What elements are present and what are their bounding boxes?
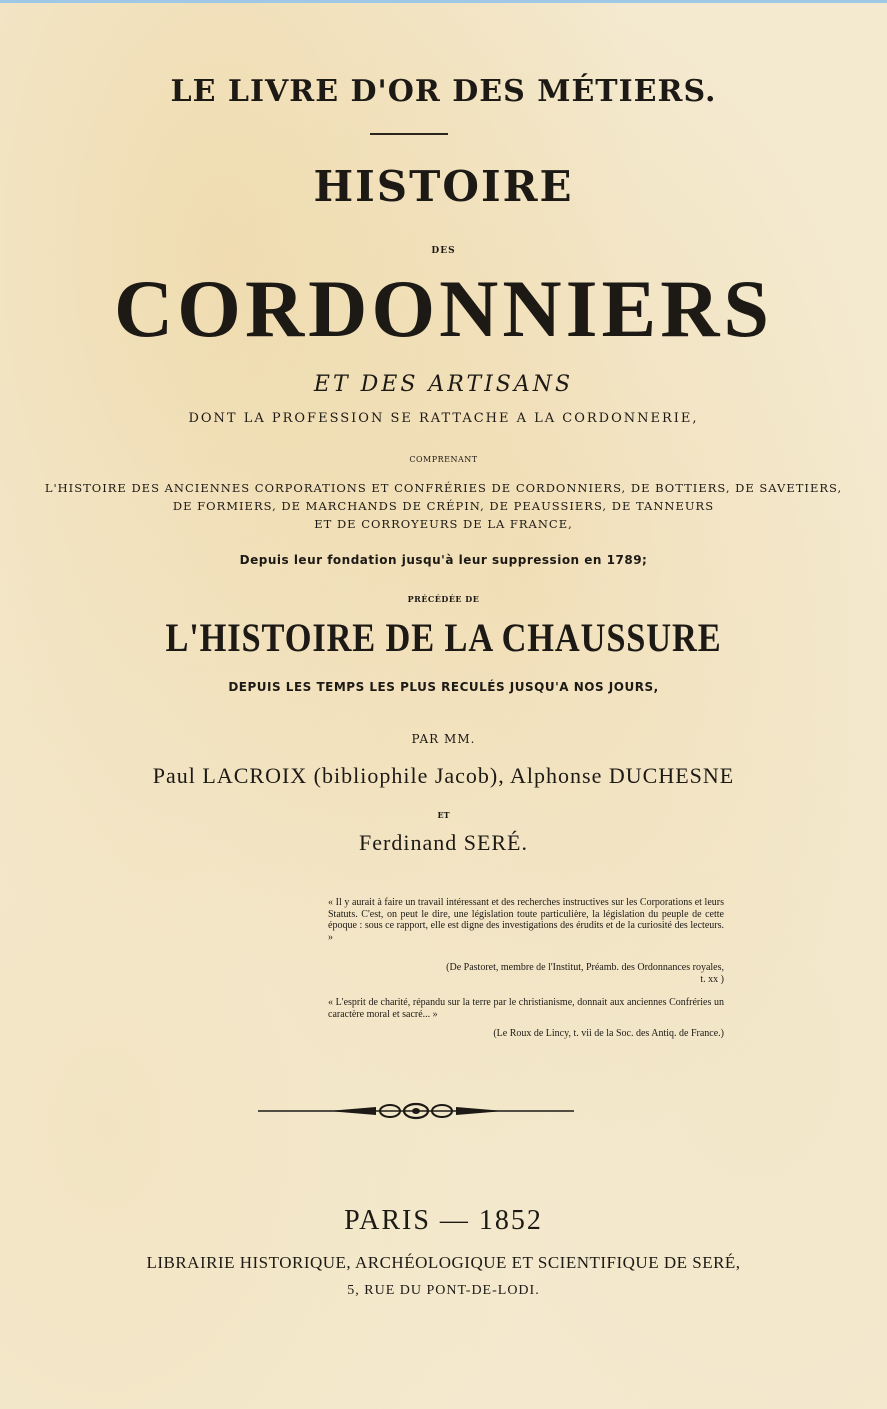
date-range-line: Depuis leur fondation jusqu'à leur suppression en 1789;	[239, 553, 648, 567]
epigraph-attribution: (De Pastoret, membre de l'Institut, Préamb. des Ordonnances royales, t. xx )	[446, 962, 724, 985]
main-title: CORDONNIERS	[113, 263, 774, 354]
et-connector: ET	[437, 810, 450, 820]
series-title: LE LIVRE D'OR DES MÉTIERS.	[170, 74, 717, 109]
epigraph-attribution: (Le Roux de Lincy, t. vii de la Soc. des Antiq. de France.)	[493, 1028, 724, 1039]
chaussure-subtitle: DEPUIS LES TEMPS LES PLUS RECULÉS JUSQU'A NOS JOURS,	[228, 680, 659, 694]
subtitle-artisans: ET DES ARTISANS	[313, 372, 574, 397]
subtitle-profession: DONT LA PROFESSION SE RATTACHE A LA CORDONNERIE,	[188, 411, 699, 426]
epigraph-quote: « L'esprit de charité, répandu sur la terre par le christianisme, donnait aux anciennes Confréries un caractère moral et sacré... »	[328, 997, 724, 1020]
ornament-divider	[258, 1100, 574, 1122]
des-connector: DES	[431, 246, 456, 256]
description-line: L'HISTOIRE DES ANCIENNES CORPORATIONS ET CONFRÉRIES DE CORDONNIERS, DE BOTTIERS, DE SAVETIERS,	[44, 481, 843, 495]
place-date: PARIS — 1852	[344, 1205, 543, 1236]
publisher-address: 5, RUE DU PONT-DE-LODI.	[347, 1283, 540, 1298]
page-top-edge	[0, 0, 887, 3]
comprenant-connector: COMPRENANT	[409, 455, 478, 464]
description-line: ET DE CORROYEURS DE LA FRANCE,	[314, 517, 573, 531]
epigraph-quote: « Il y aurait à faire un travail intéressant et des recherches instructives sur les Corporations et leurs Statuts. C'est, on peut le dire, une législation toute particulière, la législation du peuple de cette époque : sous ce rapport, elle est digne des investigations des érudits et de la curiosité des lecteurs. »	[328, 897, 724, 943]
author-sere: Ferdinand SERÉ.	[359, 830, 528, 855]
histoire-heading: HISTOIRE	[313, 162, 574, 211]
par-mm: PAR MM.	[411, 732, 476, 746]
authors-line: Paul LACROIX (bibliophile Jacob), Alphonse DUCHESNE	[152, 763, 735, 788]
description-line: DE FORMIERS, DE MARCHANDS DE CRÉPIN, DE PEAUSSIERS, DE TANNEURS	[172, 499, 715, 513]
publisher-line: LIBRAIRIE HISTORIQUE, ARCHÉOLOGIQUE ET SCIENTIFIQUE DE SERÉ,	[146, 1253, 741, 1272]
chaussure-title: L'HISTOIRE DE LA CHAUSSURE	[165, 615, 722, 660]
precede-connector: PRÉCÉDÉE DE	[407, 594, 480, 604]
title-rule	[370, 133, 448, 135]
